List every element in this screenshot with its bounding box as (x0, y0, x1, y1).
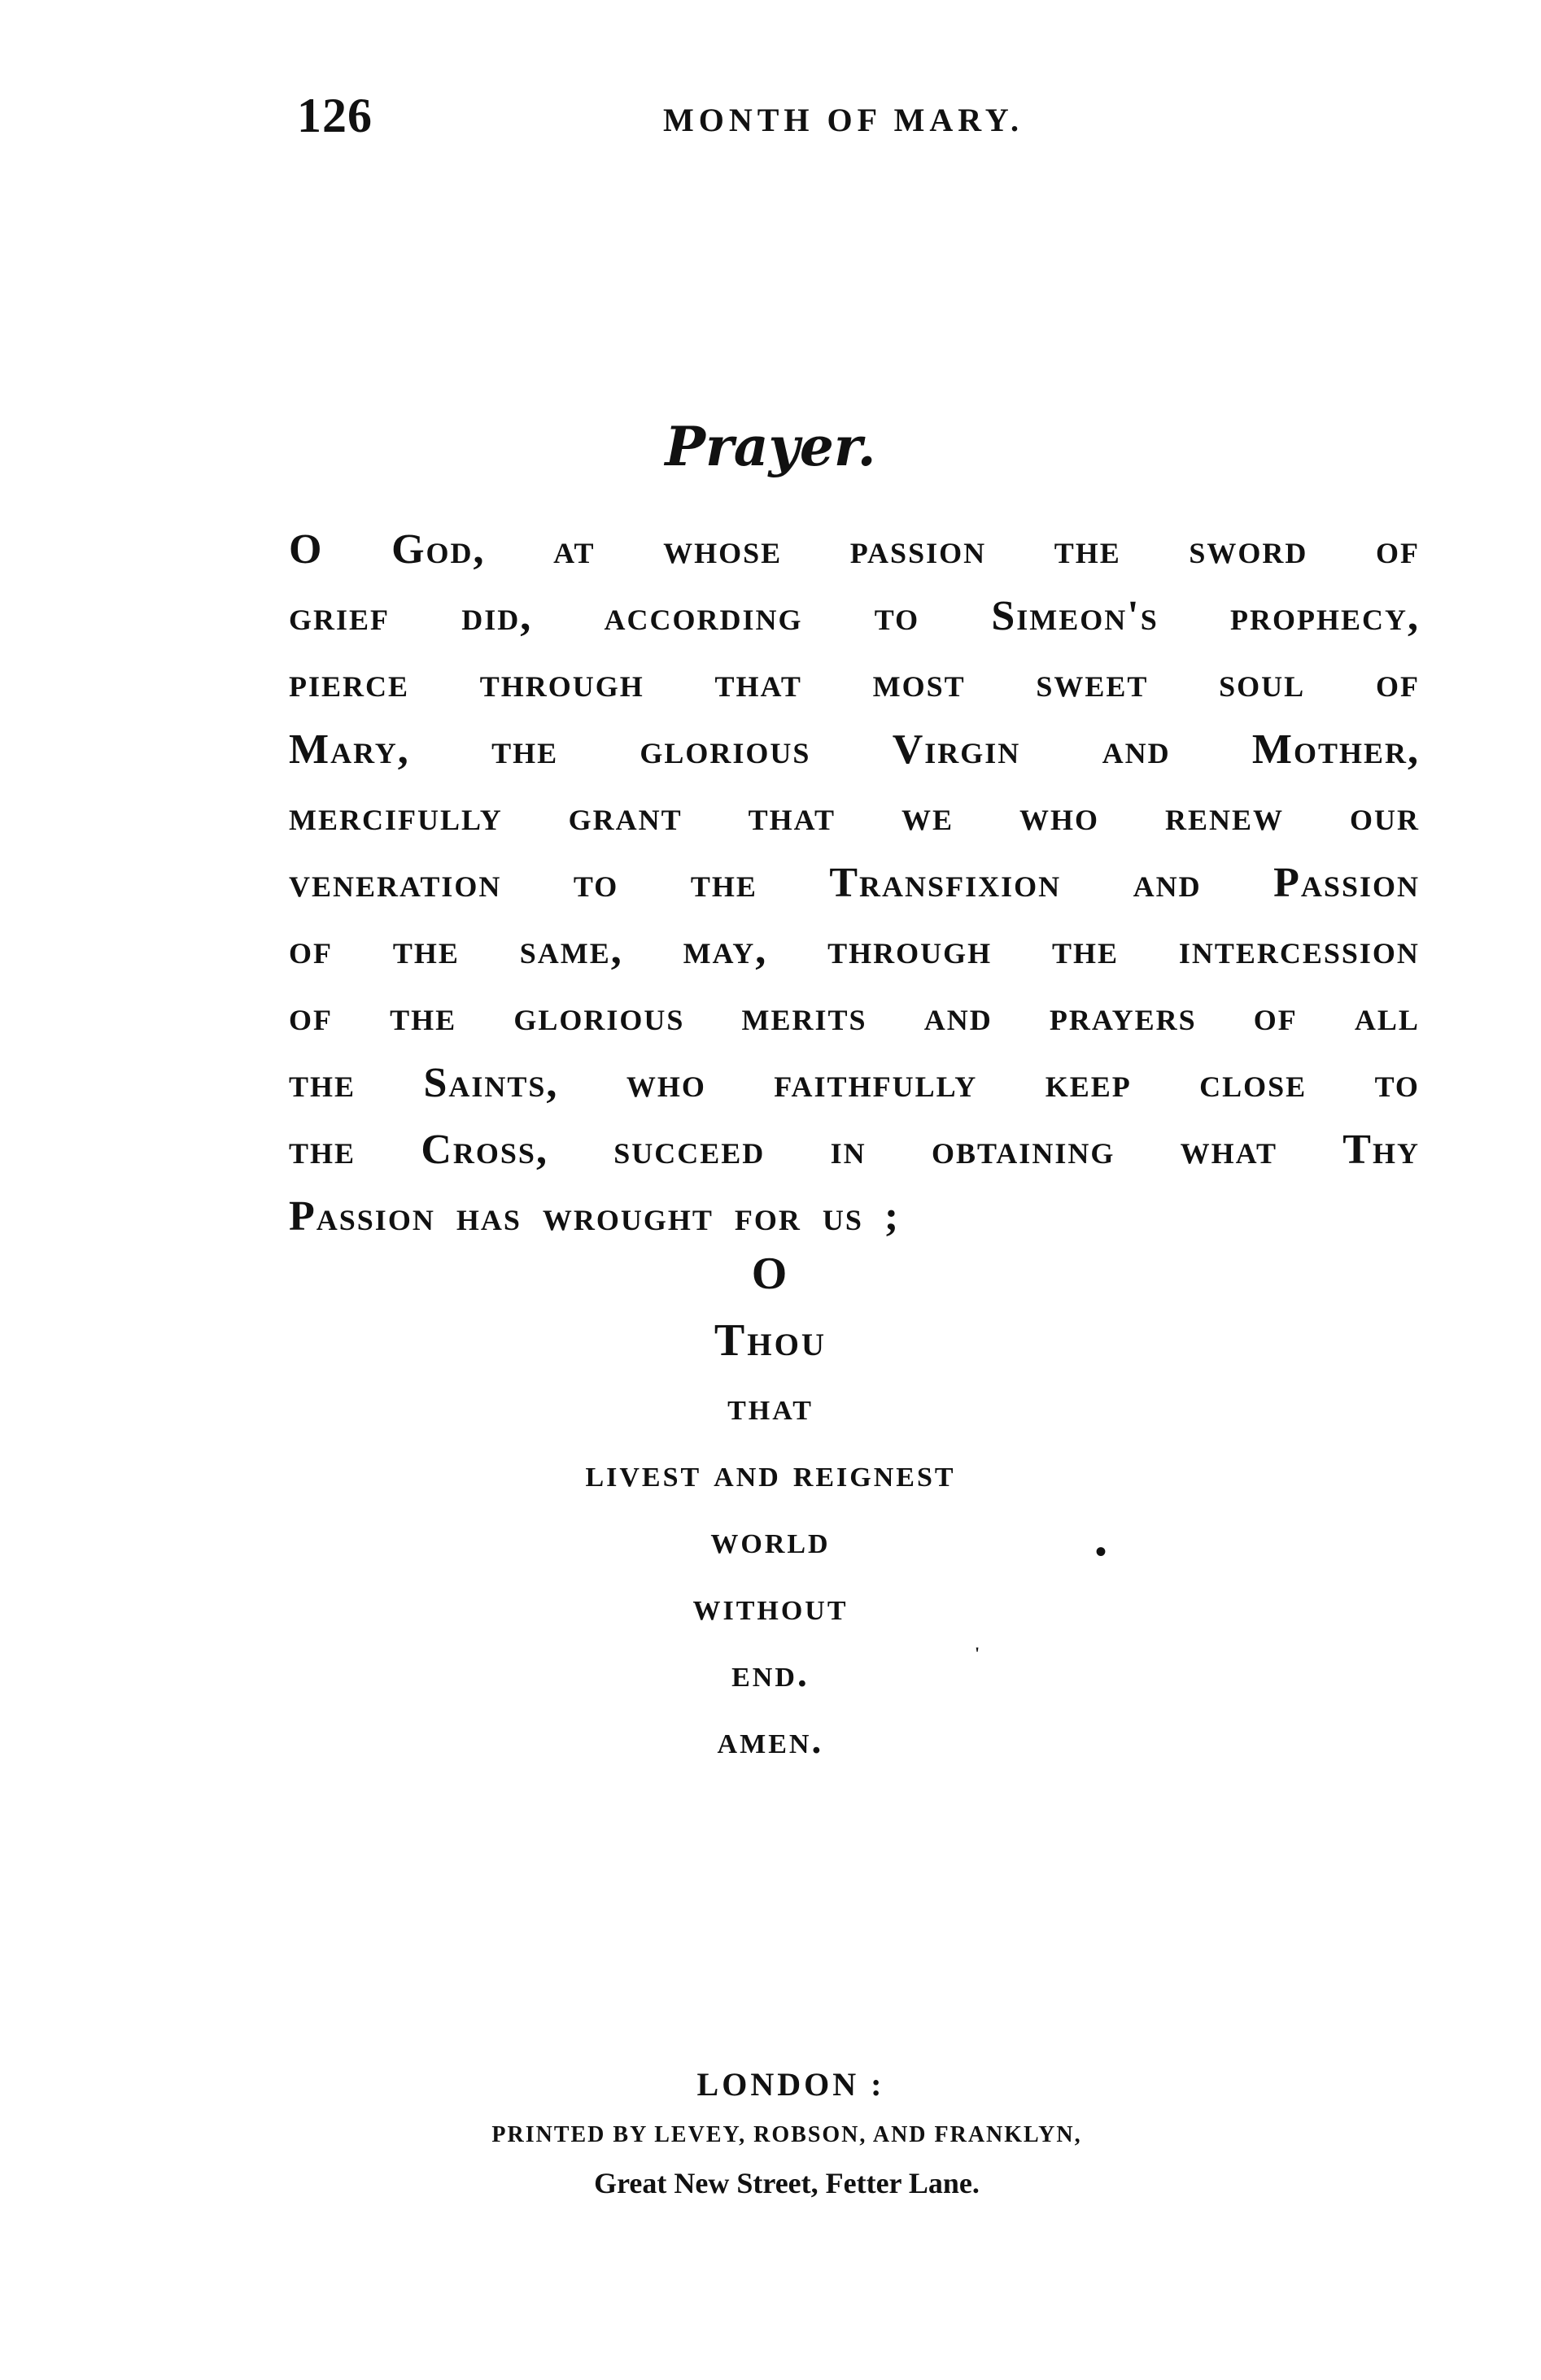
prayer-word: Cross, (421, 1127, 548, 1173)
prayer-word: of (1253, 993, 1298, 1040)
prayer-word: that (714, 660, 802, 706)
prayer-line (289, 983, 1420, 1050)
prayer-line (289, 583, 1420, 650)
prayer-word: Transfixion (829, 860, 1062, 906)
prayer-word: veneration (289, 860, 502, 906)
prayer-word: the (289, 1127, 356, 1173)
prayer-word: ; (884, 1193, 901, 1240)
conclusion-line: livest and reignest (585, 1452, 956, 1495)
prayer-word: same, (519, 926, 623, 973)
prayer-word: of (1375, 660, 1420, 706)
prayer-line (289, 517, 1420, 583)
prayer-word: whose (663, 526, 783, 573)
prayer-word: succeed (613, 1127, 766, 1173)
prayer-heading: Prayer. (665, 415, 876, 478)
prayer-line (289, 717, 1420, 783)
prayer-word: glorious (513, 993, 685, 1040)
prayer-word: may, (683, 926, 768, 973)
prayer-word: who (626, 1060, 706, 1106)
prayer-word: our (1349, 793, 1420, 839)
prayer-word: to (874, 593, 920, 639)
prayer-word: renew (1164, 793, 1284, 839)
conclusion-line: that (727, 1385, 814, 1428)
conclusion-line: end. (731, 1652, 810, 1695)
prayer-word: prayers (1049, 993, 1197, 1040)
prayer-word: of (289, 926, 333, 973)
prayer-word: Passion (289, 1193, 435, 1240)
prayer-word: grant (568, 793, 683, 839)
prayer-word: O (289, 526, 324, 573)
prayer-word: obtaining (931, 1127, 1115, 1173)
prayer-word: to (1374, 1060, 1420, 1106)
prayer-word: Virgin (892, 726, 1021, 773)
prayer-word: did, (461, 593, 533, 639)
page-number: 126 (297, 89, 373, 142)
prayer-word: the (690, 860, 757, 906)
prayer-word: of (1376, 526, 1420, 573)
prayer-line (289, 1050, 1420, 1117)
prayer-word: and (1133, 860, 1202, 906)
prayer-word: and (1102, 726, 1171, 773)
prayer-word: sweet (1036, 660, 1149, 706)
prayer-word: intercession (1178, 926, 1420, 973)
prayer-word: most (872, 660, 966, 706)
conclusion-line: Thou (714, 1315, 827, 1366)
prayer-word: the (289, 1060, 356, 1106)
stray-mark: ' (975, 1643, 980, 1663)
prayer-word: faithfully (774, 1060, 978, 1106)
conclusion-line: world (710, 1519, 831, 1562)
prayer-word: mercifully (289, 793, 503, 839)
printer-imprint (0, 2058, 1541, 2208)
prayer-word: God, (391, 526, 486, 573)
conclusion-line: amen. (717, 1719, 824, 1762)
prayer-word: and (923, 993, 993, 1040)
running-title: MONTH OF MARY. (663, 102, 1024, 138)
prayer-word: who (1019, 793, 1099, 839)
prayer-word: to (573, 860, 619, 906)
prayer-line (289, 850, 1420, 917)
prayer-word: the (392, 926, 460, 973)
prayer-line (289, 1117, 1420, 1183)
prayer-word: the (1051, 926, 1119, 973)
prayer-word: Passion (1273, 860, 1420, 906)
prayer-word: us (822, 1193, 863, 1240)
prayer-word: wrought (542, 1193, 714, 1240)
prayer-word: soul (1219, 660, 1306, 706)
running-head (297, 88, 1420, 145)
prayer-word: close (1199, 1060, 1307, 1106)
imprint-printer: PRINTED BY LEVEY, ROBSON, AND FRANKLYN, (491, 2122, 1082, 2147)
prayer-word: pierce (289, 660, 410, 706)
prayer-line (289, 917, 1420, 983)
prayer-word: passion (849, 526, 987, 573)
prayer-word: Saints, (423, 1060, 559, 1106)
prayer-word: all (1354, 993, 1420, 1040)
prayer-word: through (479, 660, 644, 706)
prayer-word: what (1180, 1127, 1277, 1173)
prayer-word: has (456, 1193, 522, 1240)
prayer-word: in (830, 1127, 867, 1173)
prayer-word: prophecy, (1229, 593, 1420, 639)
prayer-word: through (827, 926, 993, 973)
prayer-word: Thy (1342, 1127, 1420, 1173)
prayer-word: the (1054, 526, 1121, 573)
prayer-word: sword (1189, 526, 1308, 573)
prayer-word: according (604, 593, 803, 639)
prayer-word: grief (289, 593, 391, 639)
prayer-word: of (289, 993, 333, 1040)
imprint-address: Great New Street, Fetter Lane. (594, 2167, 980, 2199)
prayer-word: Simeon's (991, 593, 1159, 639)
prayer-word: keep (1045, 1060, 1132, 1106)
prayer-conclusion (0, 1240, 1541, 1774)
prayer-line (289, 783, 1420, 850)
prayer-line (289, 650, 1420, 717)
prayer-word: we (901, 793, 954, 839)
prayer-text (289, 517, 1420, 1250)
prayer-word: merits (741, 993, 867, 1040)
prayer-word: the (491, 726, 559, 773)
conclusion-line: O (751, 1249, 790, 1299)
stray-mark: • (1095, 1533, 1107, 1570)
conclusion-line: without (692, 1585, 849, 1628)
imprint-city: LONDON : (696, 2066, 885, 2103)
prayer-word: Mother, (1251, 726, 1420, 773)
prayer-word: at (553, 526, 596, 573)
prayer-word: that (748, 793, 836, 839)
prayer-word: for (734, 1193, 801, 1240)
prayer-word: glorious (640, 726, 811, 773)
prayer-word: Mary, (289, 726, 410, 773)
prayer-word: the (390, 993, 457, 1040)
